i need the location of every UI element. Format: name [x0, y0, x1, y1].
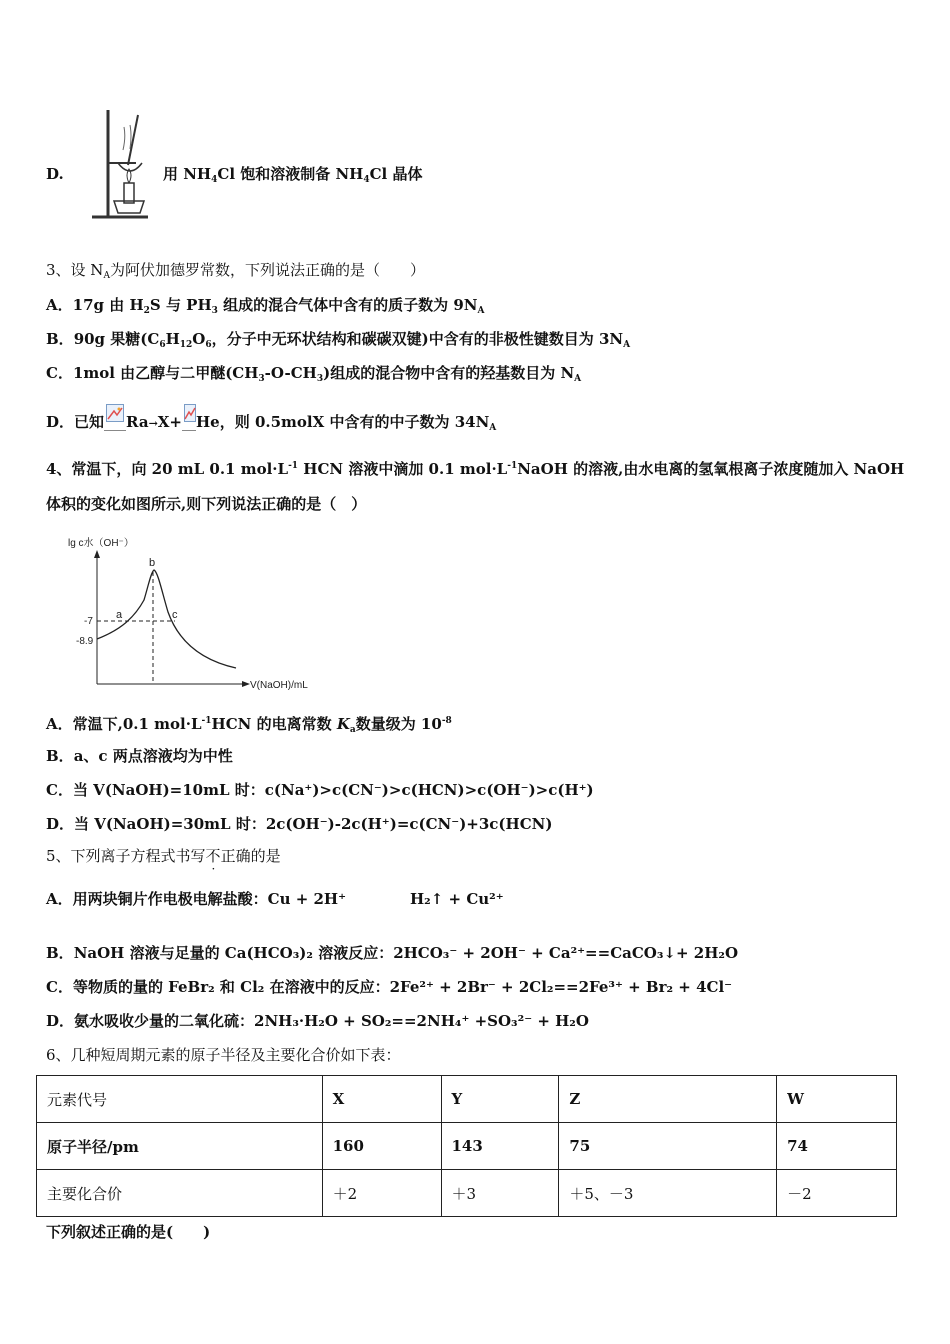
table-cell: ＋3 [441, 1170, 559, 1217]
q3-option-b: B．90g 果糖($C_6H_{12}O_6$，分子中无环状结构和碳碳双键)中含有的非极性键数目为 $3N_A$ [46, 330, 631, 350]
table-cell: 143 [441, 1123, 559, 1170]
table-cell: ＋5、－3 [559, 1170, 777, 1217]
point-label-b: b [149, 557, 156, 569]
q4-option-a: A．常温下,0.1 $mol\cdot L^{-1}HCN$ 的电离常数 $K_a$数量级为 $10^{-8}$ [46, 715, 452, 735]
q6-stem: 6、几种短周期元素的原子半径及主要化合价如下表： [46, 1046, 401, 1064]
y-tick-label-7: -7 [84, 616, 93, 627]
q4-option-d: D．当 V(NaOH)=30mL 时：2c(OH⁻)-2c(H⁺)=c(CN⁻)+3c(HCN) [46, 815, 553, 833]
q6-after-table: 下列叙述正确的是( ) [46, 1223, 211, 1241]
q5-option-c: C．等物质的量的 FeBr₂ 和 Cl₂ 在溶液中的反应：2Fe²⁺ + 2Br⁻ + 2Cl₂==2Fe³⁺ + Br₂ + 4Cl⁻ [46, 978, 733, 996]
table-row [37, 1123, 897, 1170]
table-header-cell: X [322, 1076, 441, 1123]
table-cell: 主要化合价 [37, 1170, 323, 1217]
q3-option-c: C．1mol 由乙醇与二甲醚$(CH_3-O-CH_3)$组成的混合物中含有的羟基数目为 $N_A$ [46, 364, 582, 384]
q4-option-c: C．当 V(NaOH)=10mL 时：c(Na⁺)>c(CN⁻)>c(HCN)>c(OH⁻)>c(H⁺) [46, 781, 594, 799]
table-header-cell: W [777, 1076, 897, 1123]
q4-stem-line2: 体积的变化如图所示,则下列说法正确的是（ ） [46, 495, 367, 513]
chart-xlabel: V(NaOH)/mL [250, 680, 308, 691]
table-cell: 原子半径/pm [37, 1123, 323, 1170]
table-cell: 160 [322, 1123, 441, 1170]
q5-option-d: D．氨水吸收少量的二氧化硫：2NH₃·H₂O + SO₂==2NH₄⁺ +SO₃²⁻ + H₂O [46, 1012, 589, 1030]
chart-ylabel: lg c水（OH⁻） [68, 538, 134, 549]
q5-option-a-products: H₂↑ + Cu²⁺ [410, 890, 504, 908]
table-cell: 74 [777, 1123, 897, 1170]
oh-concentration-chart [60, 532, 320, 692]
q3-stem: 3、设 $N_A$为阿伏加德罗常数，下列说法正确的是（ ） [46, 261, 425, 281]
table-cell: ＋2 [322, 1170, 441, 1217]
table-row [37, 1076, 897, 1123]
q5-stem: 5、下列离子方程式书写不正确的是 [46, 847, 281, 865]
q5-option-b: B．NaOH 溶液与足量的 Ca(HCO₃)₂ 溶液反应：2HCO₃⁻ + 2OH⁻ + Ca²⁺==CaCO₃↓+ 2H₂O [46, 944, 739, 962]
q4-stem-line1: 4、常温下，向 20 mL 0.1 $mol\cdot L^{-1}$ HCN 溶液中滴加 0.1 $mol\cdot L^{-1}NaOH$ 的溶液,由水电离的氢氧根离子浓度随加入 NaOH [46, 460, 905, 478]
q5-option-a: A．用两块铜片作电极电解盐酸：Cu + 2H⁺ [46, 890, 347, 908]
table-header-cell: Y [441, 1076, 559, 1123]
q4-option-b: B．a、c 两点溶液均为中性 [46, 747, 233, 765]
q2-option-d: D. [46, 165, 64, 183]
table-cell: －2 [777, 1170, 897, 1217]
nuclide-image-icon [182, 410, 196, 431]
q3-option-a: A．17g 由 $H_2S$ 与 $PH_3$ 组成的混合气体中含有的质子数为 $9N_A$ [46, 296, 485, 316]
table-row [37, 1170, 897, 1217]
q3-option-d: D．已知 Ra→X+ He，则 0.5molX 中含有的中子数为 $34N_A$ [46, 410, 496, 438]
table-header-cell: 元素代号 [37, 1076, 323, 1123]
y-tick-label-8-9: -8.9 [76, 636, 94, 647]
x-axis-arrow [242, 681, 250, 687]
table-header-cell: Z [559, 1076, 777, 1123]
q2-option-d-text: 用 $NH_4Cl$ 饱和溶液制备 $NH_4Cl$ 晶体 [163, 165, 423, 185]
element-table [36, 1075, 897, 1217]
nuclide-image-icon [104, 410, 126, 431]
y-axis-arrow [94, 550, 100, 558]
point-label-c: c [172, 609, 178, 621]
evaporation-apparatus-figure [88, 105, 150, 223]
table-cell: 75 [559, 1123, 777, 1170]
point-label-a: a [116, 609, 123, 621]
